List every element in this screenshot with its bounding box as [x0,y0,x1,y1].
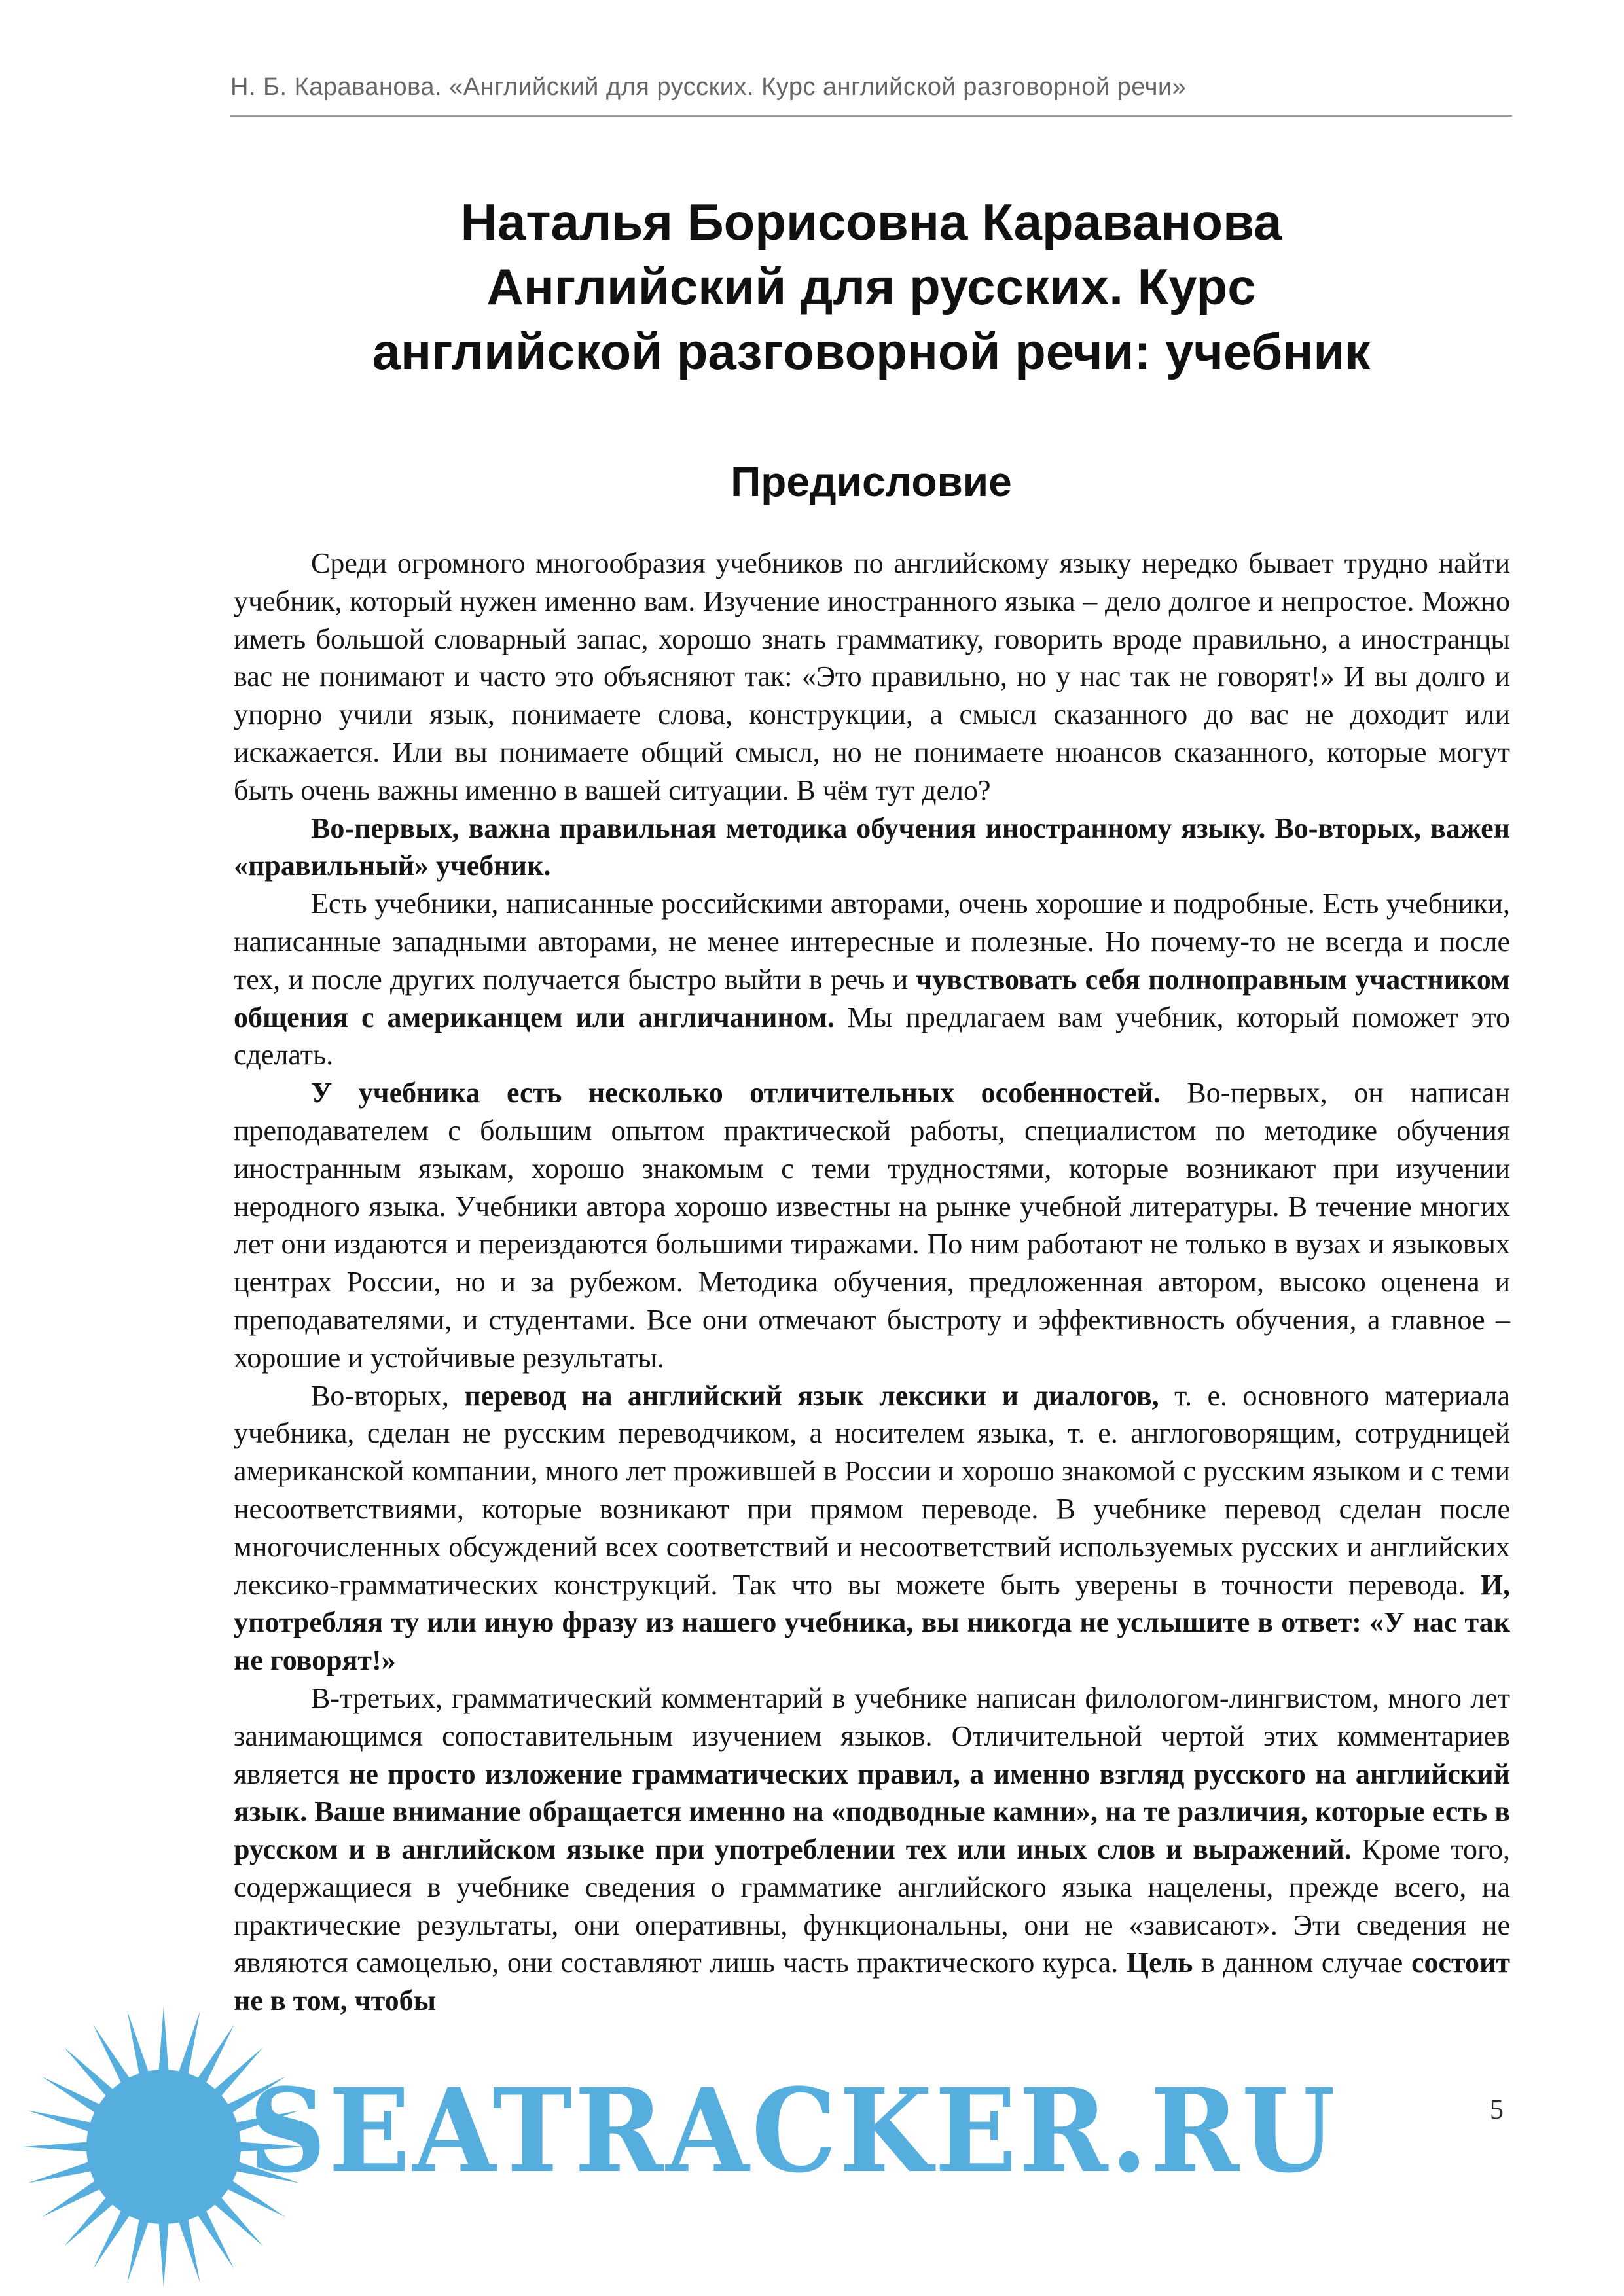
sun-ray [23,2142,92,2152]
paragraph-5-start: Во-вторых, [311,1379,465,1412]
sun-ray [27,2110,96,2133]
paragraph-6-start: В-третьих, грамматический комментарий в учебнике написан филологом-лингвистом, много лет занимающимся сопоставительным изучением языков. Отличительной чертой этих комментариев является [234,1681,1510,1790]
header-rule [230,115,1512,117]
paragraph-3-bold: чувствовать себя полноправным участником общения с американцем или англичанином. [234,963,1510,1033]
book-title-line-2: Английский для русских. Курс [486,258,1256,315]
watermark-text: SEATRACKER.RU [249,2063,1338,2198]
sun-ray [27,2161,96,2183]
paragraph-5-bold-2: И, употребляя ту или иную фразу из нашего учебника, вы никогда не услышите в ответ: «У нас так не говорят!» [234,1568,1510,1677]
sun-ray [158,2006,169,2075]
paragraph-6-mid: в данном случае [1193,1946,1411,1979]
running-header: Н. Б. Караванова. «Английский для русских. Курс английской разговорной речи» [230,73,1187,101]
page-number: 5 [1490,2095,1504,2125]
sun-ray [127,2011,150,2079]
paragraph-1: Среди огромного многообразия учебников по английскому языку нередко бывает трудно найти учебник, который нужен именно вам. Изучение иностранного языка – дело долгое и непростое. Можно иметь большой словарный запас, хорошо знать грамматику, говорить вроде правильно, а иностранцы вас не понимают и часто это объясняют так: «Это правильно, но у нас так не говорят!» И вы долго и упорно учили язык, понимаете слова, конструкции, а смысл сказанного до вас не доходит или искажается. Или вы понимаете общий смысл, но не понимаете нюансов сказанного, которые могут быть очень важны именно в вашей ситуации. В чём тут дело? [234,547,1510,806]
paragraph-4-text: Во-первых, он написан преподавателем с большим опытом практической работы, специалистом по методике обучения иностранным языкам, хорошо знакомым с теми трудностями, которые возникают при изучении неродного языка. Учебники автора хорошо известны на рынке учебной литературы. В течение многих лет они издаются и переиздаются большими тиражами. По ним работают не только в вузах и языковых центрах России, но и за рубежом. Методика обучения, предложенная автором, высоко оценена и преподавателями, и студентами. Все они отмечают быстроту и эффективность обучения, а главное – хорошие и устойчивые результаты. [234,1077,1510,1374]
paragraph-5-text: т. е. основного материала учебника, сделан не русским переводчиком, а носителем языка, т. е. англоговорящим, сотрудницей американской компании, много лет прожившей в России и хорошо знакомой с русским языком и с теми несоответствиями, которые возникают при прямом переводе. В учебнике перевод сделан после многочисленных обсуждений всех соответствий и несоответствий используемых русских и английских лексико-грамматических конструкций. Так что вы можете быть уверены в точности перевода. [234,1379,1510,1601]
body-text [234,545,1510,2020]
paragraph-2 [234,810,1510,886]
book-title-line-1: Наталья Борисовна Караванова [460,193,1282,251]
paragraph-4 [234,1074,1510,1376]
book-title [196,190,1546,384]
paragraph-3-end: Мы предлагаем вам учебник, который поможет это сделать. [234,1001,1510,1071]
paragraph-3 [234,885,1510,1074]
paragraph-2-bold: Во-первых, важна правильная методика обучения иностранному языку. Во-вторых, важен «правильный» учебник. [234,812,1510,882]
paragraph-6-text: Кроме того, содержащиеся в учебнике сведения о грамматике английского языка нацелены, прежде всего, на практические результаты, они оперативны, функциональны, они не «зависают». Эти сведения не являются самоцелью, они составляют лишь часть практического курса. [234,1833,1510,1979]
paragraph-5-bold-1: перевод на английский язык лексики и диалогов, [464,1379,1159,1412]
paragraph-6-bold-1: не просто изложение грамматических правил, а именно взгляд русского на английский язык. Ваше внимание обращается именно на «подводные камни», на те различия, которые есть в русском и в английском языке при употреблении тех или иных слов и выражений. [234,1757,1510,1866]
sun-ray [127,2215,150,2283]
paragraph-5 [234,1377,1510,1679]
paragraph-6 [234,1679,1510,2020]
sun-ray [177,2011,200,2079]
section-heading: Предисловие [731,458,1012,505]
book-title-line-3: английской разговорной речи: учебник [372,323,1371,380]
paragraph-3-text: Есть учебники, написанные российскими авторами, очень хорошие и подробные. Есть учебники, написанные западными авторами, не менее интересные и полезные. Но почему-то не всегда и после тех, и после других получается быстро выйти в речь и [234,888,1510,996]
paragraph-6-bold-3: состоит не в том, чтобы [234,1946,1511,2017]
paragraph-4-bold: У учебника есть несколько отличительных особенностей. [311,1077,1161,1109]
paragraph-6-bold-2: Цель [1126,1946,1193,1979]
sun-ray [177,2215,200,2283]
sun-ray [158,2219,169,2287]
